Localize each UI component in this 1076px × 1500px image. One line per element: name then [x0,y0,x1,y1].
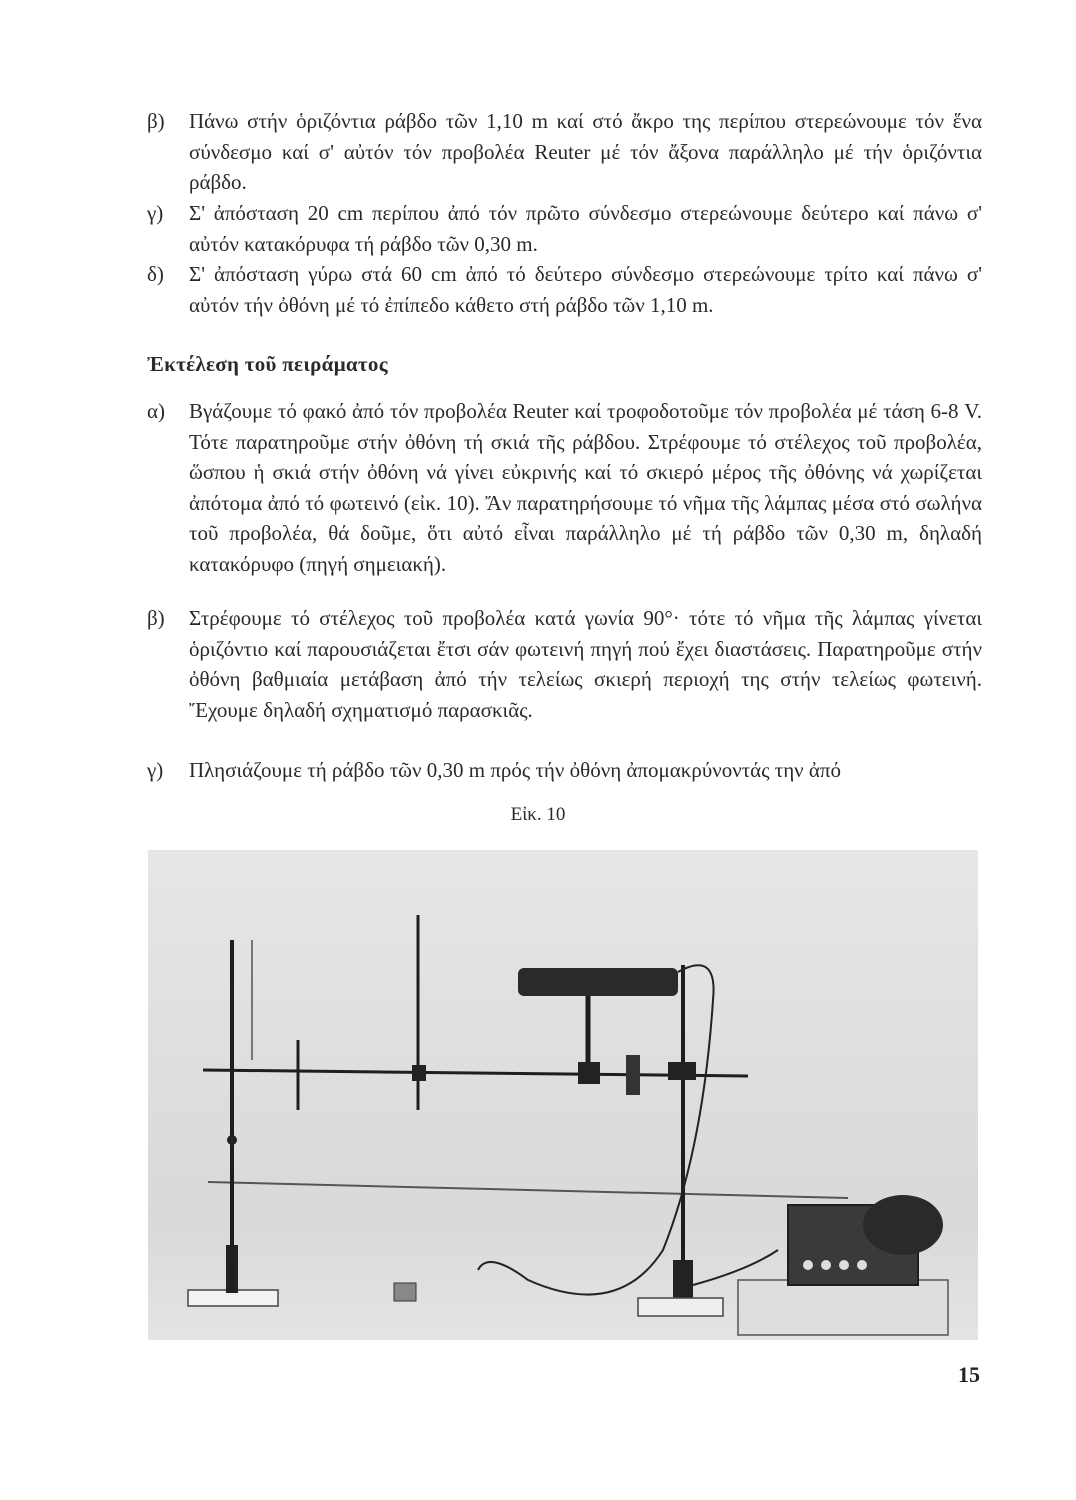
list-item-beta-top [147,106,982,198]
power-supply-table [738,1280,948,1335]
item-marker: γ) [147,758,164,782]
terminal [839,1260,849,1270]
section-heading: Ἐκτέλεση τοῦ πειράματος [147,352,388,376]
item-text: Βγάζουμε τό φακό ἀπό τόν προβολέα Reuter καί τροφοδοτοῦμε τόν προβολέα μέ τάση 6-8 V. Τότε παρατηροῦμε στήν ὀθόνη τή σκιά τῆς ράβδου. Στρέφουμε τό στέλεχος τοῦ προβολέα, ὥσπου ἡ σκιά στήν ὀθόνη νά γίνει εὐκρινής καί τό σκιερό μέρος τῆς ὀθόνης νά χωρίζεται ἀπότομα ἀπό τό φωτεινό (εἰκ. 10). Ἄν παρατηρήσουμε τό νῆμα τῆς λάμπας μέσα στό σωλήνα τοῦ προβολέα, θά δοῦμε, ὅτι αὐτό εἶναι παράλληλο μέ τή ράβδο τῶν 0,30 m, δηλαδή κατακόρυφο (πηγή σημειακή). [189,399,982,576]
item-text: Πλησιάζουμε τή ράβδο τῶν 0,30 m πρός τήν ὀθόνη ἀπομακρύνοντάς την ἀπό [189,758,842,782]
rod-clamp [412,1065,426,1081]
item-text: Στρέφουμε τό στέλεχος τοῦ προβολέα κατά γωνία 90°· τότε τό νῆμα τῆς λάμπας γίνεται ὁριζόντιο καί παρουσιάζεται ἔτσι σάν φωτεινή πηγή πού ἔχει διαστάσεις. Παρατηροῦμε στήν ὀθόνη βαθμιαία μετάβαση ἀπό τήν τελείως σκιερή περιοχή της στήν τελείως φωτεινή. Ἔχουμε δηλαδή σχηματισμό παρασκιᾶς. [189,606,982,722]
list-item-gamma-top [147,198,982,259]
right-clamp [668,1062,696,1080]
item-text: Σ' ἀπόσταση γύρω στά 60 cm ἀπό τό δεύτερο σύνδεσμο στερεώνουμε τρίτο καί πάνω σ' αὐτόν τήν ὀθόνη μέ τό ἐπίπεδο κάθετο στή ράβδο τῶν 1,10 m. [189,262,982,317]
projector-clamp [578,1062,600,1084]
list-item-gamma-bottom [147,755,982,786]
right-stand-base [638,1298,723,1316]
reuter-projector [518,968,678,996]
item-marker: δ) [147,262,164,286]
item-marker: γ) [147,201,164,225]
transformer-coil [863,1195,943,1255]
small-cup [394,1283,416,1301]
terminal [857,1260,867,1270]
figure-caption: Εἰκ. 10 [510,804,566,825]
item-marker: β) [147,606,165,630]
terminal [803,1260,813,1270]
item-marker: β) [147,109,165,133]
item-text: Σ' ἀπόσταση 20 cm περίπου ἀπό τόν πρῶτο σύνδεσμο στερεώνουμε δεύτερο καί πάνω σ' αὐτόν κατακόρυφα τή ράβδο τῶν 0,30 m. [189,201,982,256]
left-clamp [227,1135,237,1145]
list-item-delta [147,259,982,320]
page-number: 15 [958,1362,980,1387]
experiment-photo [148,850,978,1340]
terminal [821,1260,831,1270]
small-clamp [626,1055,640,1095]
item-marker: α) [147,399,165,423]
list-item-beta-bottom [147,603,982,725]
list-item-alpha [147,396,982,579]
item-text: Πάνω στήν ὁριζόντια ράβδο τῶν 1,10 m καί στό ἄκρο της περίπου στερεώνουμε τόν ἕνα σύνδεσμο καί σ' αὐτόν τόν προβολέα Reuter μέ τόν ἄξονα παράλληλο μέ τήν ὁριζόντια ράβδο. [189,109,982,194]
